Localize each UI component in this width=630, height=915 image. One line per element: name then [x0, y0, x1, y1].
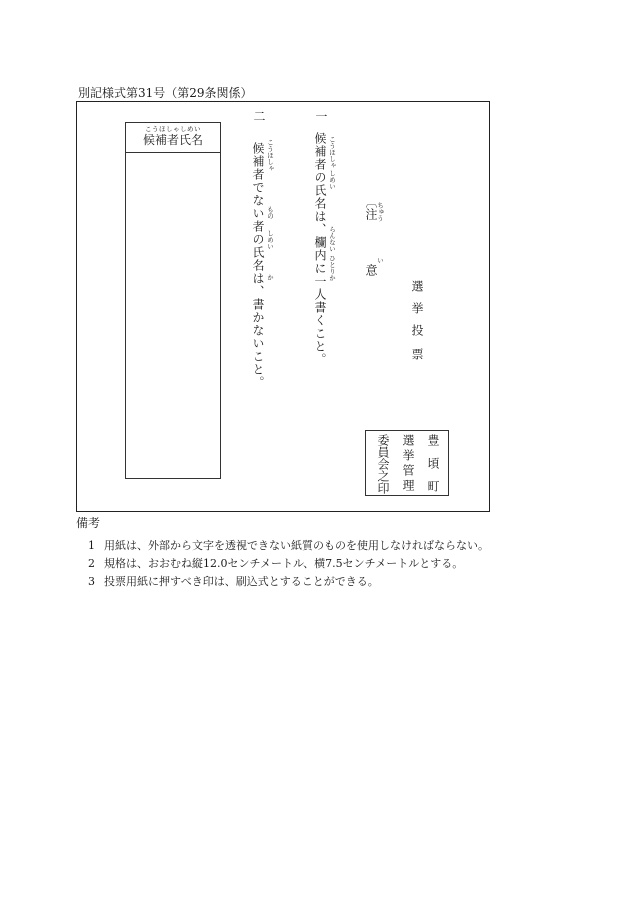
notice-i-ruby: い	[376, 257, 384, 264]
ballot-title-char-2: 挙	[410, 302, 424, 314]
form-label: 別記様式第31号（第29条関係）	[78, 86, 253, 100]
notice-item-2-ruby-mono: もの	[266, 206, 274, 219]
notice-item-1-ruby-shimei: しめい	[328, 170, 336, 190]
ballot-title-char-1: 選	[410, 280, 424, 292]
notice-chu: 注	[364, 208, 378, 220]
candidate-name-ruby: こうほしゃしめい	[145, 125, 201, 133]
notice-item-1-number: 一	[314, 110, 328, 122]
ballot-title-char-3: 投	[410, 324, 424, 336]
note-item-number: 3	[88, 575, 95, 588]
notice-item-2-ruby-shimei: しめい	[266, 230, 274, 250]
notes-title: 備考	[76, 516, 101, 530]
candidate-name-box[interactable]	[125, 122, 221, 479]
notice-item-2-ruby-ka: か	[266, 274, 274, 281]
notice-item-2-number: 二	[252, 110, 266, 122]
notice-item-1-text: 候補者の氏名は、欄内に一人書くこと。	[313, 132, 327, 366]
notice-item-1-ruby-hitorika: ひとりか	[328, 255, 336, 281]
note-item-2	[88, 555, 463, 571]
note-item-3	[88, 573, 379, 589]
notice-chu-ruby: ちゅう	[376, 202, 384, 222]
stamp-committee-seal: 委員会之印	[376, 434, 390, 494]
notice-item-2-ruby-kouhosha: こうほしゃ	[266, 139, 274, 172]
ballot-paper	[76, 101, 490, 512]
candidate-name-header	[126, 123, 220, 153]
election-committee-stamp	[365, 430, 449, 503]
notice-item-1-ruby-rannai: らんない	[328, 226, 336, 252]
note-item-text: 用紙は、外部から文字を透視できない紙質のものを使用しなければならない。	[104, 539, 489, 552]
notice-item-2-text: 候補者でない者の氏名は、書かないこと。	[251, 142, 265, 389]
stamp-town-name: 豊頃町	[426, 434, 440, 503]
stamp-election-admin: 選挙管理	[401, 434, 415, 494]
ballot-title-char-4: 票	[410, 348, 424, 360]
note-item-text: 投票用紙に押すべき印は、刷込式とすることができる。	[104, 575, 379, 588]
notice-paren: 〔	[364, 196, 378, 208]
note-item-number: 2	[88, 557, 95, 570]
note-item-text: 規格は、おおむね縦12.0センチメートル、横7.5センチメートルとする。	[104, 557, 464, 570]
notice-i: 意	[364, 264, 378, 276]
candidate-name-title: 候補者氏名	[142, 133, 203, 147]
notice-item-1-ruby-kouhosha: こうほしゃ	[328, 136, 336, 169]
note-item-1	[88, 537, 489, 553]
note-item-number: 1	[88, 539, 95, 552]
